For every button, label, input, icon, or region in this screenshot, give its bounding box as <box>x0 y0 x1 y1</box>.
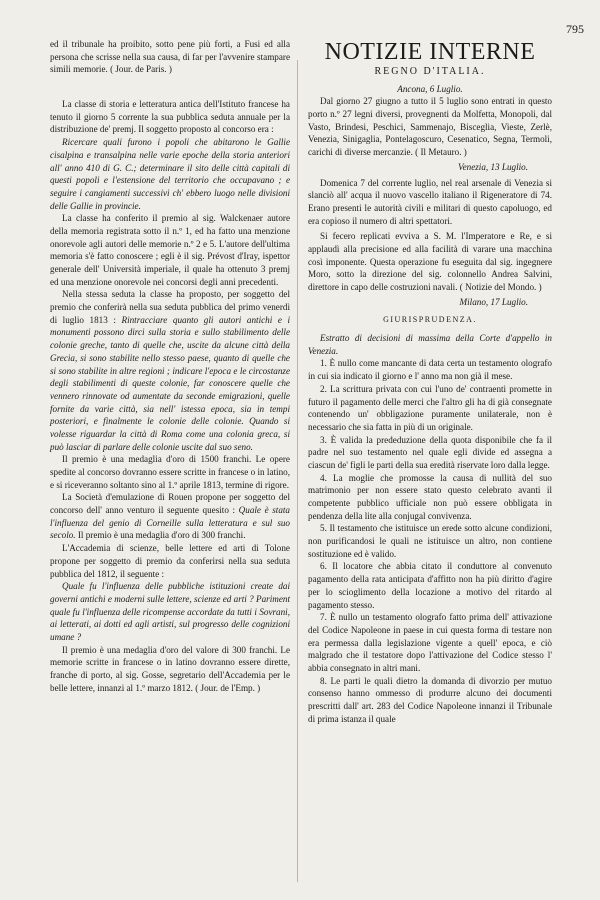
page-number: 795 <box>566 22 584 36</box>
paragraph-paris-report: ed il tribunale ha proibito, sotto pene più forti, a Fusi ed alla persona che scrisse nella sua causa, di far per l'avvenire stampare simili memorie. ( Jour. de Paris. ) <box>50 39 290 75</box>
section-title: Estratto di decisioni di massima della Corte d'appello in Venezia. <box>308 333 552 356</box>
dateline-venezia: Venezia, 13 Luglio. <box>458 161 528 172</box>
masthead: NOTIZIE INTERNE <box>324 39 536 65</box>
paragraph-institut-session: La classe di storia e letteratura antica dell'Istituto francese ha tenuto il giorno 5 corrente la sua pubblica seduta annuale per la distribuzione de' premj. Il soggetto proposto al concorso era : <box>50 99 290 135</box>
paragraph-vessel-launch: Domenica 7 del corrente luglio, nel real arsenale di Venezia si slanciò all' acqua il nuovo vascello italiano il Rigeneratore di 74. Erano presenti le autorità civili e militari di questo capoluogo, ed era copioso il numero di altri spettatori. <box>308 177 552 226</box>
paragraph-institutions-question: Quale fu l'influenza delle pubbliche istituzioni create dai governi antichi e moderni sulle lettere, scienze ed arti ? Pariment quale fu l'influenza delle ricompense accordate da tutti i Sovrani, ai letterati, ai dotti ed agli artisti, sul progresso delle cognizioni umane ? <box>50 581 290 642</box>
list-item: 5. Il testamento che istituisce un erede sotto alcune condizioni, non purificandosi le quali ne istituisce un altro, non contiene sostituzione ed è valido. <box>308 523 552 559</box>
dateline-ancona: Ancona, 6 Luglio. <box>397 83 463 94</box>
list-item: 8. Le parti le quali dietro la domanda di divorzio per mutuo consenso hanno ommesso di produrre alcuno dei documenti prescritti dall' art. 283 del Codice Napoleone innanzi il Tribunale di prima istanza il quale <box>308 675 552 724</box>
paragraph-walckenaer-prize: La classe ha conferito il premio al sig. Walckenaer autore della memoria registrata sotto il n.º 1, ed ha fatto una menzione onorevole agli autori delle memorie n.º 2 e 5. L'autore dell'ultima memoria s'è fatto conoscere ; egli è il sig. Prévost d'Iray, ispettor generale dell' Università imperiale, il quale ha ottenuto 3 premj ed una menzione onorevole nei concorsi degli anni precedenti. <box>50 213 290 287</box>
section-heading: GIURISPRUDENZA. <box>383 315 477 325</box>
left-column <box>50 38 290 694</box>
list-item: 6. Il locatore che abbia citato il conduttore al convenuto pagamento della rata anticipata d'affitto non ha più diritto d'agire per lo scioglimento della locazione a motivo del ritardo al pagamento stesso. <box>308 561 552 610</box>
list-item: 1. È nullo come mancante di data certa un testamento olografo in cui sia indicato il giorno e l' anno ma non già il mese. <box>308 358 552 382</box>
list-item: 2. La scrittura privata con cui l'uno de' contraenti promette in futuro il pagamento delle merci che l'altro gli ha di già consegnate contenendo un' obbligazione puramente unilaterale, non è necessario che sia fatta in più di un originale. <box>308 383 552 432</box>
column-divider <box>297 60 298 882</box>
dateline-milano: Milano, 17 Luglio. <box>459 296 528 307</box>
paragraph-toulon-academy: L'Accademia di scienze, belle lettere ed arti di Tolone propone per soggetto di premio da conferirsi nella sua seduta pubblica del 1812, il seguente : <box>50 543 290 579</box>
list-item: 3. È valida la prededuzione della quota disponibile che fa il padre nel suo testamento nel quale egli divide ed assegna a ciascun de' figli le parti della sua eredità riservate loro dalla legge. <box>308 434 552 470</box>
subhead: REGNO D'ITALIA. <box>374 66 486 77</box>
paragraph-300-prize: Il premio è una medaglia d'oro del valore di 300 franchi. Le memorie scritte in francese o in latino dovranno essere dirette, franche di porto, al sig. Gosse, segretario dell'Accademia per le belle lettere, innanzi al 1.º marzo 1812. ( Jour. de l'Emp. ) <box>50 644 290 693</box>
paragraph-1813-subject: Nella stessa seduta la classe ha proposto, per soggetto del premio che conferirà nella sua seduta pubblica del primo venerdì di luglio 1813 : Rintracciare quanto gli autori antichi e i monumenti possono dirci sulla storia e sullo stabilimento delle colonie greche, tanto di quelle che, uscite da alcune città della Grecia, si sono stabilite nello stesso paese, quanto di quelle che si sono stabilite in altre regioni ; indicare l'epoca e le circostanze degli stabilimenti di queste colonie, far conoscere quelle che vennero rinnovate od aumentate da seconde emigrazioni, quelle fornite da varie città, sia nell' istessa epoca, sia in tempi posteriori, e finalmente le colonie delle colonie. Quando si volesse riguardar la città di Roma come una colonia greca, si può lasciar di parlare delle colonie uscite dal suo seno. <box>50 289 291 452</box>
right-column <box>308 38 552 725</box>
paragraph-ancona-port: Dal giorno 27 giugno a tutto il 5 luglio sono entrati in questo porto n.º 27 legni diversi, provegnenti da Molfetta, Monopoli, dal Vasto, Brindesi, Peschici, Sammenajo, Bisceglia, Vieste, Zerlè, Venezia, Sinigaglia, Pontelagoscuro, Cesenatico, Segna, Termoli, carichi di diverse mercanzie. ( Il Metauro. ) <box>308 96 552 158</box>
list-item: 7. È nullo un testamento olografo fatto prima dell' attivazione del Codice Napoleone in paese in cui questa forma di testare non era permessa dalla legislazione vigente a quell' epoca, e ciò malgrado che il testatore dopo l'attivazione del Codice stesso l' abbia consegnato in altri mani. <box>308 612 552 673</box>
list-item: 4. La moglie che promosse la causa di nullità del suo matrimonio per non essere stato questo celebrato avanti il competente pubblico ufficiale non può essere obbligata in pendenza della lite alla conjugal convivenza. <box>308 472 552 521</box>
paragraph-emperor-evviva: Si fecero replicati evviva a S. M. l'Imperatore e Re, e si applaudì alla precisione ed alla facilità di varare una macchina così imponente. Questa operazione fu eseguita dal sig. ingegnere Moro, sotto la direzione del sig. colonnello Andrea Salvini, direttore in capo delle costruzioni navali. ( Notizie del Mondo. ) <box>308 231 552 292</box>
paragraph-1500-prize: Il premio è una medaglia d'oro di 1500 franchi. Le opere spedite al concorso dovranno essere scritte in francese o in latino, e si riceveranno soltanto sino al 1.º aprile 1813, termine di rigore. <box>50 454 290 490</box>
paragraph-rouen-society: La Società d'emulazione di Rouen propone per soggetto del concorso dell' anno venturo il seguente quesito : Quale è stata l'influenza del genio di Corneille sulla letteratura e sul suo secolo. Il premio è una medaglia d'oro di 300 franchi. <box>50 492 290 541</box>
paragraph-gaul-question: Ricercare quali furono i popoli che abitarono le Gallie cisalpina e transalpina nelle varie epoche della storia anteriori all' anno 410 di G. C.; determinare il sito delle città capitali di questi popoli e l'estensione del territorio che occupavano ; e seguire i cangiamenti successivi ch' ebbero luogo nelle divisioni delle Gallie in provincie. <box>50 137 290 211</box>
